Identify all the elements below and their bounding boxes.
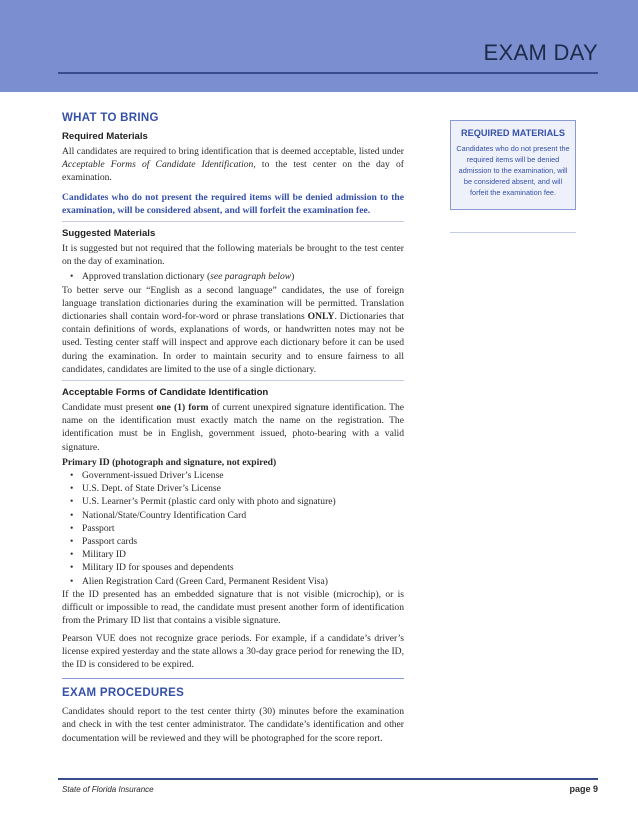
list-item: • U.S. Dept. of State Driver’s License <box>62 482 404 495</box>
main-column <box>62 111 404 747</box>
exam-procedures-paragraph: Candidates should report to the test center thirty (30) minutes before the examination and check in with the test center administrator. The candidate’s identification and other documentation will be reviewed and they will be photographed for the score report. <box>62 706 404 744</box>
embedded-signature-paragraph: If the ID presented has an embedded signature that is not visible (microchip), or is difficult or impossible to read, the candidate must present another form of identification from the Primary ID list that contains a visible signature. <box>62 588 404 627</box>
page-title: EXAM DAY <box>483 40 598 65</box>
header-divider <box>58 72 598 74</box>
suggested-materials-list <box>62 270 404 283</box>
callout-title: REQUIRED MATERIALS <box>461 128 565 138</box>
list-item: • Government-issued Driver’s License <box>62 469 404 482</box>
grace-period-paragraph: Pearson VUE does not recognize grace periods. For example, if a candidate’s driver’s license expired yesterday and the state allows a 30-day grace period for renewing the ID, the ID is considered to be expired. <box>62 632 404 670</box>
acceptable-id-heading: Acceptable Forms of Candidate Identification <box>62 387 269 399</box>
required-materials-paragraph: All candidates are required to bring identification that is deemed acceptable, listed under Acceptable Forms of Candidate Identification, to the test center on the day of examination. <box>62 146 404 184</box>
divider <box>62 221 404 222</box>
required-materials-callout <box>450 120 576 210</box>
footer-divider <box>58 778 598 780</box>
list-item: • Passport <box>62 522 404 535</box>
callout-divider <box>450 232 576 233</box>
primary-id-list <box>62 469 404 588</box>
callout-text: Candidates who do not present the required items will be denied admission to the examination, will be considered absent, and will forfeit the examination fee. <box>456 144 570 197</box>
suggested-materials-heading: Suggested Materials <box>62 228 156 240</box>
required-materials-warning: Candidates who do not present the required items will be denied admission to the examination, will be considered absent, and will forfeit the examination fee. <box>62 191 404 216</box>
what-to-bring-heading: WHAT TO BRING <box>62 112 159 124</box>
list-item: • Military ID for spouses and dependents <box>62 561 404 574</box>
divider <box>62 380 404 381</box>
list-item: • Military ID <box>62 548 404 561</box>
page-number: page 9 <box>569 784 598 794</box>
acceptable-id-paragraph: Candidate must present one (1) form of current unexpired signature identification. The name on the identification must exactly match the name on the registration. The identification must be in English, government issued, photo-bearing with a valid signature. <box>62 402 404 453</box>
suggested-materials-paragraph: It is suggested but not required that the following materials be brought to the test center on the day of examination. <box>62 243 404 268</box>
acceptable-forms-reference: Acceptable Forms of Candidate Identification <box>62 159 254 171</box>
primary-id-heading: Primary ID (photograph and signature, not expired) <box>62 456 277 468</box>
footer-source: State of Florida Insurance <box>62 785 154 794</box>
divider <box>62 678 404 679</box>
list-item: • U.S. Learner’s Permit (plastic card only with photo and signature) <box>62 495 404 508</box>
dictionary-paragraph: To better serve our “English as a second language” candidates, the use of foreign language translation dictionaries during the examination will be permitted. Translation dictionaries shall contain word-for-word or phrase translations ONLY. Dictionaries that contain definitions of words, explanations of words, or handwritten notes may not be used. Testing center staff will inspect and approve each dictionary before it can be used during the examination. In order to maintain security and to ensure fairness to all candidates, candidates are limited to the use of a single dictionary. <box>62 284 404 375</box>
list-item: • Alien Registration Card (Green Card, Permanent Resident Visa) <box>62 575 404 588</box>
required-materials-heading: Required Materials <box>62 131 148 142</box>
list-item: • National/State/Country Identification Card <box>62 509 404 522</box>
exam-procedures-heading: EXAM PROCEDURES <box>62 687 185 700</box>
list-item: • Approved translation dictionary (see paragraph below) <box>62 270 404 283</box>
list-item: • Passport cards <box>62 535 404 548</box>
